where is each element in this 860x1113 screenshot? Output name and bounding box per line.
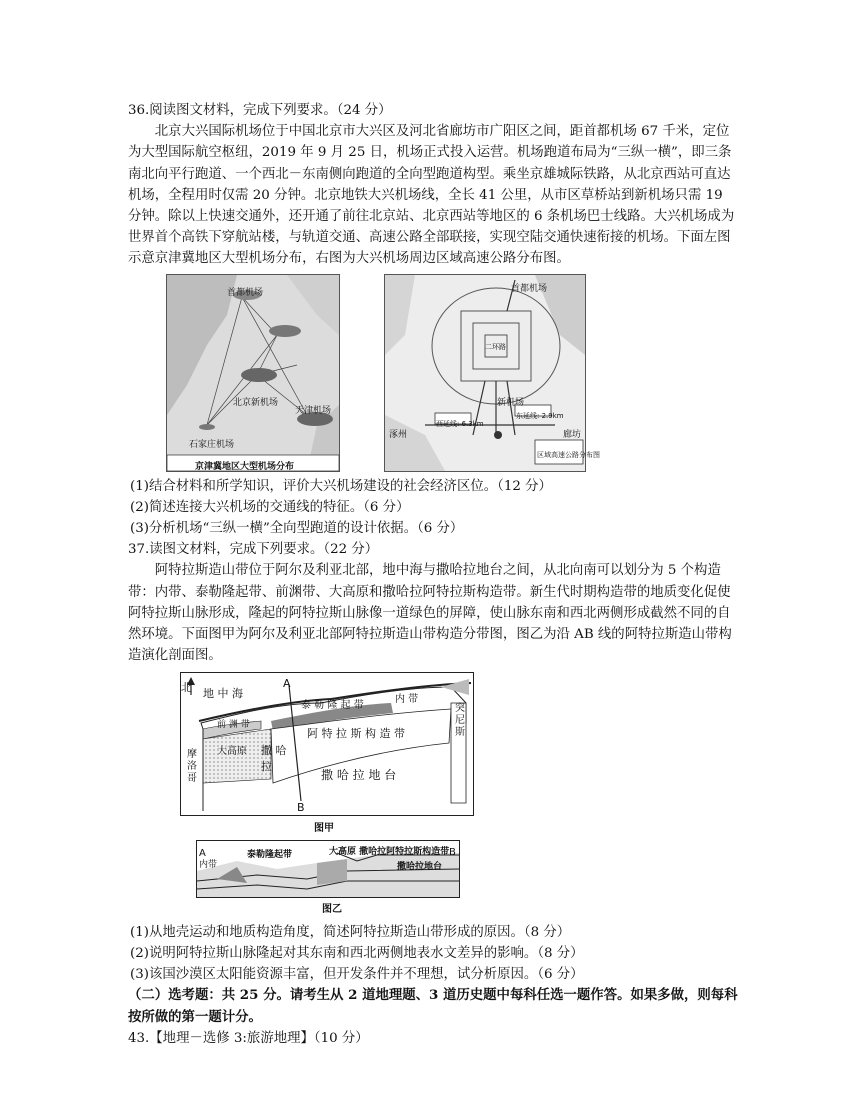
label-capital-airport-2: 首都机场 [511, 283, 548, 294]
highway-distribution-map [384, 274, 600, 472]
label-langfang: 廊坊 [563, 429, 582, 440]
label-shijiazhuang-airport: 石家庄机场 [189, 439, 235, 450]
q36-question-1: (1)结合材料和所学知识，评价大兴机场建设的社会经济区位。（12 分） [130, 478, 552, 494]
label-a-yi: A [199, 847, 206, 859]
label-tell-yi: 泰勒隆起带 [247, 849, 293, 860]
north-arrow-label: 北 [181, 681, 192, 695]
label-tunisia: 突 尼 斯 [455, 703, 465, 739]
label-west-extension: 西延线: 6.3km [436, 419, 484, 428]
atlas-cross-section [196, 840, 460, 898]
label-morocco: 摩 洛 哥 [187, 749, 197, 785]
label-a-jia: A [283, 677, 291, 691]
q36-question-2: (2)简述连接大兴机场的交通线的特征。（6 分） [130, 499, 410, 515]
label-sahara-platform: 撒 哈 拉 地 台 [321, 768, 397, 783]
label-inner-zone: 内 带 [395, 694, 419, 706]
label-tell-zone: 泰 勒 隆 起 带 [301, 700, 364, 712]
q36-title: 36.阅读图文材料，完成下列要求。（24 分） [128, 103, 392, 118]
exam-page [128, 100, 740, 1049]
label-b-yi: B [449, 846, 456, 858]
label-b-jia: B [297, 801, 305, 815]
label-sahara-vert: 撒 哈 拉 [261, 744, 287, 774]
q43-title: 43.【地理－选修 3:旅游地理】（10 分） [128, 1030, 369, 1046]
q37-question-2: (2)说明阿特拉斯山脉隆起对其东南和西北两侧地表水文差异的影响。（8 分） [130, 946, 584, 962]
q37-question-3: (3)该国沙漠区太阳能资源丰富，但开发条件并不理想，试分析原因。（6 分） [130, 967, 584, 983]
q37-paragraph: 阿特拉斯造山带位于阿尔及利亚北部，地中海与撒哈拉地台之间，从北向南可以划分为 5 个构造带：内带、泰勒隆起带、前渊带、大高原和撒哈拉阿特拉斯构造带。新生代时期构造带的地质变化促使阿特拉斯山脉形成，隆起的阿特拉斯山脉像一道绿色的屏障，使山脉东南和西北两侧形成截然不同的自然环境。下面图甲为阿尔及利亚北部阿特拉斯造山带构造分带图，图乙为沿 AB 线的阿特拉斯造山带构造演化剖面图。 [128, 563, 732, 664]
atlas-tectonic-zone-map [180, 672, 474, 816]
label-legend: 区域高速公路分布图 [537, 450, 600, 459]
elective-heading: （二）选考题：共 25 分。请考生从 2 道地理题、3 道历史题中每科任选一题作答。如果多做，则每科按所做的第一题计分。 [128, 987, 738, 1025]
label-tianjin-airport: 天津机场 [295, 405, 332, 416]
label-plateau: 大高原 [217, 746, 247, 758]
label-mediterranean: 地 中 海 [203, 687, 243, 701]
airport-distribution-map [166, 274, 340, 472]
q37-question-1: (1)从地壳运动和地质构造角度，简述阿特拉斯造山带形成的原因。（8 分） [130, 924, 571, 940]
q37-title: 37.读图文材料，完成下列要求。（22 分） [128, 542, 379, 558]
fig-yi-caption: 图乙 [322, 903, 342, 915]
label-capital-airport: 首都机场 [227, 287, 264, 298]
q36-question-3: (3)分析机场“三纵一横”全向型跑道的设计依据。（6 分） [130, 521, 464, 537]
label-foredeep: 前 渊 带 [217, 720, 250, 731]
label-right-yi: 大高原 撒哈拉阿特拉斯构造带 [329, 846, 450, 857]
label-new-airport-2: 新机场 [497, 397, 525, 408]
label-ring2: 二环路 [485, 342, 506, 351]
q36-figures [166, 274, 740, 472]
label-zhuozhou: 涿州 [389, 429, 408, 440]
label-platform-yi: 撒哈拉地台 [397, 861, 443, 872]
label-inner-yi: 内带 [199, 859, 218, 870]
fig-jia-caption: 图甲 [314, 823, 334, 835]
q36-paragraph: 北京大兴国际机场位于中国北京市大兴区及河北省廊坊市广阳区之间，距首都机场 67 千米，定位为大型国际航空枢纽，2019 年 9 月 25 日，机场正式投入运营。机场跑道布局为“三纵一横”，即三条南北向平行跑道、一个西北－东南侧向跑道的全向型跑道构型。乘坐京雄城际铁路，从北京西站可直达机场，全程用时仅需 20 分钟。北京地铁大兴机场线，全长 41 公里，从市区草桥站到新机场只需 19 分钟。除以上快速交通外，还开通了前往北京站、北京西站等地区的 6 条机场巴士线路。大兴机场成为世界首个高铁下穿航站楼，与轨道交通、高速公路全部联接，实现空陆交通快速衔接的机场。下面左图示意京津冀地区大型机场分布，右图为大兴机场周边区域高速公路分布图。 [128, 124, 735, 267]
label-east-extension: 东延线: 2.9km [516, 411, 564, 420]
airport-map-caption: 京津冀地区大型机场分布 [195, 461, 295, 472]
label-new-airport: 北京新机场 [233, 397, 279, 408]
label-atlas-zone: 阿 特 拉 斯 构 造 带 [307, 727, 405, 741]
